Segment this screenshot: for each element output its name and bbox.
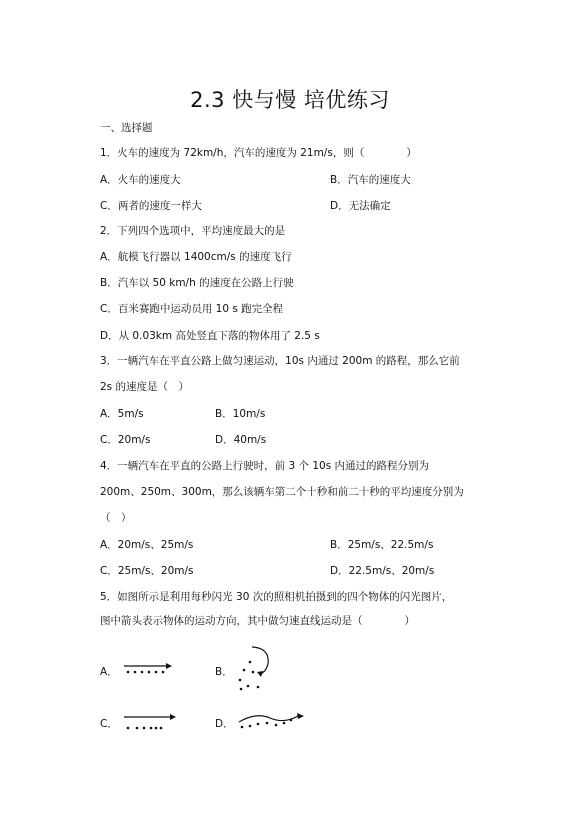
q5-option-b-label: B． [215, 666, 233, 678]
figure-c-dot [143, 727, 146, 730]
figure-a-straight-uniform [122, 660, 174, 680]
figure-a-dot [134, 671, 137, 674]
q4-option-c: C．25m/s、20m/s [100, 565, 194, 577]
q1-option-a: A．火车的速度大 [100, 174, 181, 186]
figure-d-wavy-path [236, 706, 308, 734]
figure-a-dot [148, 671, 151, 674]
figure-d-dot [249, 725, 252, 728]
question-4-stem-line-1: 4．一辆汽车在平直的公路上行驶时，前 3 个 10s 内通过的路程分别为 [100, 460, 430, 472]
figure-d-dot [241, 726, 244, 729]
figure-b-dot [240, 688, 243, 691]
question-2-stem: 2．下列四个选项中，平均速度最大的是 [100, 225, 286, 237]
q4-option-a: A．20m/s、25m/s [100, 539, 194, 551]
q1-option-b: B．汽车的速度大 [330, 174, 411, 186]
q3-option-c: C．20m/s [100, 434, 151, 446]
figure-b-curved-path [232, 642, 276, 694]
q2-option-a: A．航模飞行器以 1400cm/s 的速度飞行 [100, 251, 292, 263]
q4-option-b: B．25m/s、22.5m/s [330, 539, 434, 551]
question-3-stem-line-1: 3．一辆汽车在平直公路上做匀速运动，10s 内通过 200m 的路程，那么它前 [100, 355, 460, 367]
figure-c-dot [136, 727, 139, 730]
figure-a-dot [155, 671, 158, 674]
figure-c-straight-varying [122, 711, 178, 733]
q5-option-a-label: A． [100, 666, 118, 678]
figure-d-dot [290, 719, 293, 722]
q4-option-d: D．22.5m/s、20m/s [330, 565, 435, 577]
figure-b-dot [257, 686, 260, 689]
section-heading: 一、选择题 [100, 122, 153, 134]
figure-d-dot [257, 723, 260, 726]
figure-c-dot [150, 727, 153, 730]
figure-a-arrowhead [166, 663, 172, 669]
figure-b-dot [252, 671, 255, 674]
question-3-stem-line-2: 2s 的速度是（ ） [100, 381, 189, 393]
figure-d-arrow-curve [239, 716, 298, 722]
q2-option-d: D．从 0.03km 高处竖直下落的物体用了 2.5 s [100, 330, 320, 342]
question-4-stem-line-2: 200m、250m、300m，那么该辆车第二个十秒和前二十秒的平均速度分别为 [100, 486, 464, 498]
page-title: 2.3 快与慢 培优练习 [190, 88, 390, 112]
figure-b-arrowhead [257, 671, 263, 677]
question-1-stem: 1．火车的速度为 72km/h，汽车的速度为 21m/s，则（ ） [100, 147, 417, 159]
q5-option-c-label: C． [100, 718, 118, 730]
figure-d-arrowhead [297, 713, 304, 719]
q2-option-b: B．汽车以 50 km/h 的速度在公路上行驶 [100, 277, 294, 289]
figure-c-dot [155, 727, 158, 730]
q3-option-d: D．40m/s [215, 434, 267, 446]
q1-option-c: C．两者的速度一样大 [100, 200, 202, 212]
question-5-stem-line-2: 图中箭头表示物体的运动方向，其中做匀速直线运动是（ ） [100, 615, 415, 627]
q3-option-a: A．5m/s [100, 408, 144, 420]
question-5-stem-line-1: 5．如图所示是利用每秒闪光 30 次的照相机拍摄到的四个物体的闪光图片， [100, 591, 453, 603]
q5-option-d-label: D． [215, 718, 234, 730]
figure-d-dot [275, 724, 278, 727]
figure-b-dot [247, 685, 250, 688]
q3-option-b: B．10m/s [215, 408, 266, 420]
question-4-stem-line-3: （ ） [100, 512, 132, 524]
figure-c-dot [160, 727, 163, 730]
q2-option-c: C．百米赛跑中运动员用 10 s 跑完全程 [100, 303, 284, 315]
figure-b-dot [239, 679, 242, 682]
figure-a-dot [127, 671, 130, 674]
figure-b-dot [249, 661, 252, 664]
figure-d-dot [283, 722, 286, 725]
figure-a-dot [141, 671, 144, 674]
figure-b-dot [243, 669, 246, 672]
figure-a-dot [162, 671, 165, 674]
figure-c-dot [127, 727, 130, 730]
figure-c-arrowhead [170, 714, 176, 720]
figure-d-dot [266, 722, 269, 725]
q1-option-d: D．无法确定 [330, 200, 391, 212]
figure-b-arrow-curve [252, 647, 268, 674]
